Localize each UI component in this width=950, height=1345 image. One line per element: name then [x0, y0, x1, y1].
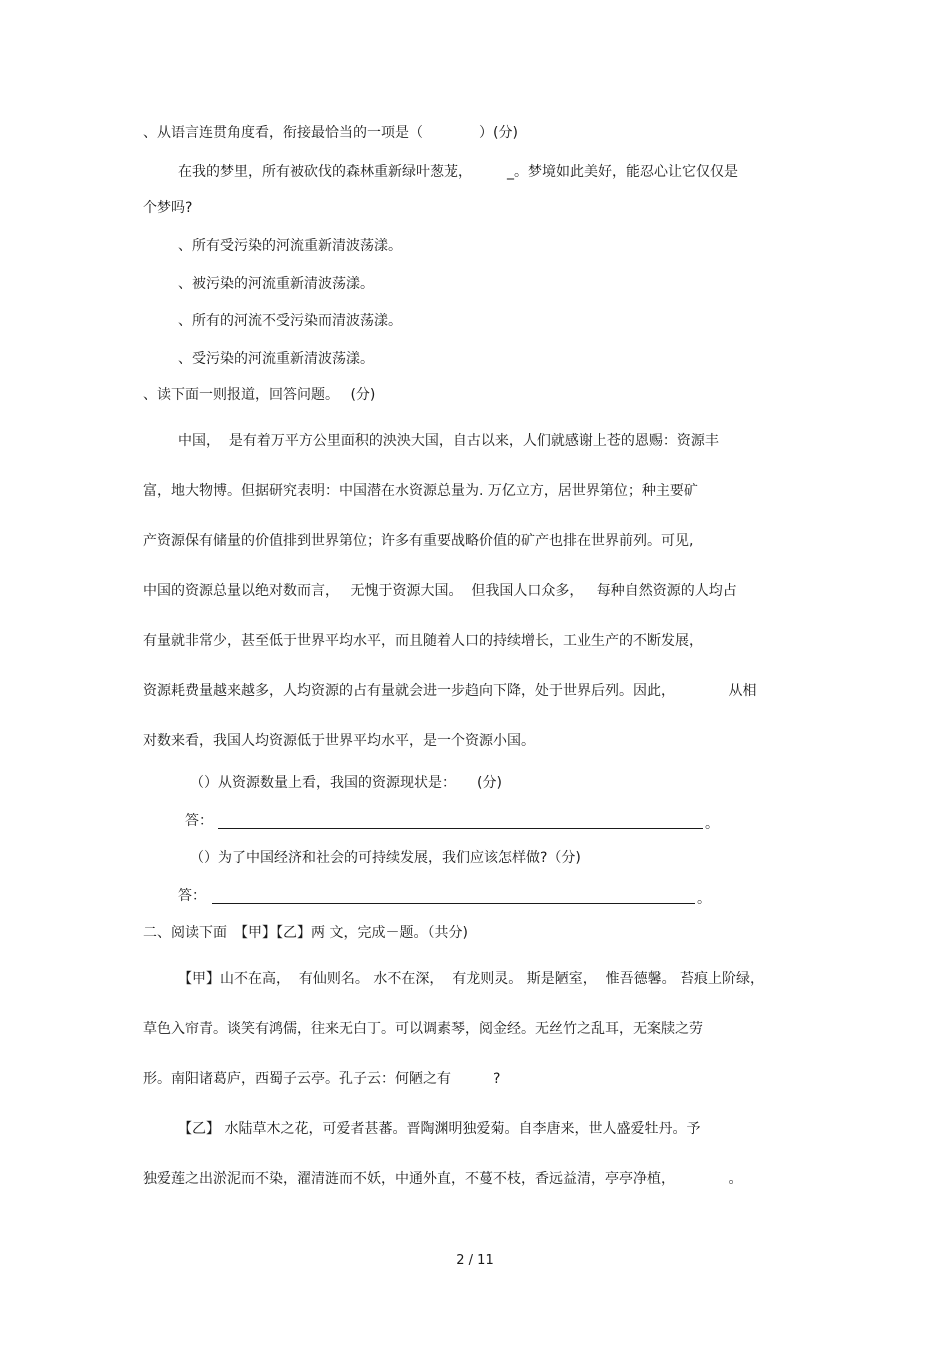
answer-end-2: 。	[697, 891, 711, 907]
option-a: 、所有受污染的河流重新清波荡漾。	[178, 238, 402, 254]
yi-text-line: 独爱莲之出淤泥而不染，濯清涟而不妖，中通外直，不蔓不枝，香远益清，亭亭净植， 。	[143, 1171, 743, 1187]
report-subquestion-2: （）为了中国经济和社会的可持续发展，我们应该怎样做?（分)	[190, 850, 581, 866]
section-two-heading: 二、阅读下面 【甲】【乙】两 文，完成－题。（共分)	[143, 925, 468, 941]
coherence-question-stem: 、从语言连贯角度看，衔接最恰当的一项是（ ）(分)	[143, 125, 518, 141]
answer-line-1[interactable]	[218, 828, 703, 829]
report-passage-line: 富，地大物博。但据研究表明：中国潜在水资源总量为. 万亿立方，居世界第位；种主要矿	[143, 483, 698, 499]
answer-line-2[interactable]	[212, 903, 695, 904]
report-subquestion-1: （）从资源数量上看，我国的资源现状是： (分)	[190, 775, 502, 791]
yi-text-line: 【乙】 水陆草木之花，可爱者甚蕃。晋陶渊明独爱菊。自李唐来，世人盛爱牡丹。予	[178, 1121, 701, 1137]
answer-label-1: 答：	[185, 813, 213, 829]
report-passage-line: 中国， 是有着万平方公里面积的泱泱大国，自古以来，人们就感谢上苍的恩赐：资源丰	[178, 433, 719, 449]
report-passage-line: 资源耗费量越来越多，人均资源的占有量就会进一步趋向下降，处于世界后列。因此， 从相	[143, 683, 757, 699]
answer-label-2: 答：	[178, 888, 206, 904]
page-number: 2 / 11	[456, 1253, 494, 1268]
report-passage-line: 有量就非常少，甚至低于世界平均水平，而且随着人口的持续增长，工业生产的不断发展，	[143, 633, 703, 649]
answer-end-1: 。	[705, 816, 719, 832]
report-question-stem: 、读下面一则报道，回答问题。 (分)	[143, 387, 376, 403]
report-passage-line: 产资源保有储量的价值排到世界第位；许多有重要战略价值的矿产也排在世界前列。可见,	[143, 533, 694, 549]
coherence-passage-line-1: 在我的梦里，所有被砍伐的森林重新绿叶葱茏， _。梦境如此美好，能忍心让它仅仅是	[178, 164, 738, 180]
jia-text-line: 形。南阳诸葛庐，西蜀子云亭。孔子云：何陋之有 ?	[143, 1071, 501, 1087]
report-passage-line: 中国的资源总量以绝对数而言， 无愧于资源大国。 但我国人口众多， 每种自然资源的人均占	[143, 583, 737, 599]
option-d: 、受污染的河流重新清波荡漾。	[178, 351, 374, 367]
coherence-passage-line-2: 个梦吗?	[143, 200, 193, 216]
jia-text-line: 【甲】山不在高， 有仙则名。 水不在深， 有龙则灵。 斯是陋室， 惟吾德馨。 苔痕上阶绿，	[178, 971, 765, 987]
option-c: 、所有的河流不受污染而清波荡漾。	[178, 313, 402, 329]
jia-text-line: 草色入帘青。谈笑有鸿儒，往来无白丁。可以调素琴，阅金经。无丝竹之乱耳，无案牍之劳	[143, 1021, 703, 1037]
report-passage-line: 对数来看，我国人均资源低于世界平均水平，是一个资源小国。	[143, 733, 535, 749]
option-b: 、被污染的河流重新清波荡漾。	[178, 276, 374, 292]
